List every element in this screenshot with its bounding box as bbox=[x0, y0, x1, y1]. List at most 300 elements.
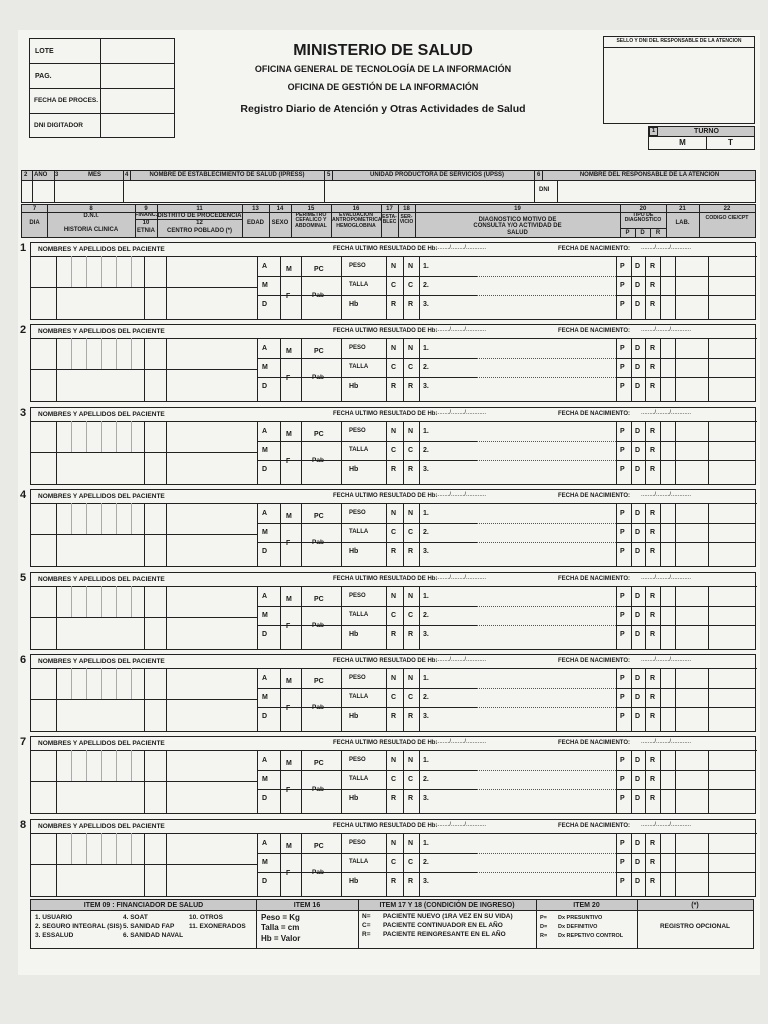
age-unit-m[interactable]: M bbox=[262, 529, 268, 536]
measure-peso: PESO bbox=[349, 510, 366, 516]
hb-date-field[interactable]: ......../......../............ bbox=[436, 739, 487, 745]
diag-type-d[interactable]: D bbox=[635, 795, 641, 802]
patient-number: 4 bbox=[20, 489, 27, 501]
hb-date-field[interactable]: ......../......../............ bbox=[436, 575, 487, 581]
diag-type-r[interactable]: R bbox=[650, 675, 656, 682]
diag-type-d[interactable]: D bbox=[635, 694, 641, 701]
age-unit-m[interactable]: M bbox=[262, 282, 268, 289]
estab-r[interactable]: R bbox=[391, 878, 397, 885]
estab-n[interactable]: N bbox=[391, 510, 397, 517]
diag-type-r[interactable]: R bbox=[650, 713, 656, 720]
pag-label: PAG. bbox=[35, 73, 52, 80]
serv-r[interactable]: R bbox=[408, 301, 414, 308]
turno-num: 1 bbox=[649, 127, 658, 136]
birth-date-label: FECHA DE NACIMIENTO: bbox=[558, 823, 630, 829]
diag-type-p[interactable]: P bbox=[620, 510, 625, 517]
diag-type-d[interactable]: D bbox=[635, 282, 641, 289]
pc-label: PC bbox=[314, 678, 324, 685]
diag-type-r[interactable]: R bbox=[650, 282, 656, 289]
age-unit-a[interactable]: A bbox=[262, 840, 268, 847]
birth-date-label: FECHA DE NACIMIENTO: bbox=[558, 576, 630, 582]
hb-date-field[interactable]: ......../......../............ bbox=[436, 327, 487, 333]
diag-type-p[interactable]: P bbox=[620, 529, 625, 536]
col-diagnostico: DIAGNOSTICO MOTIVO DE CONSULTA Y/O ACTIVIDAD DE SALUD bbox=[473, 217, 562, 236]
estab-r[interactable]: R bbox=[391, 301, 397, 308]
estab-c[interactable]: C bbox=[391, 859, 397, 866]
serv-c[interactable]: C bbox=[408, 694, 414, 701]
measure-peso: PESO bbox=[349, 345, 366, 351]
estab-n[interactable]: N bbox=[391, 757, 397, 764]
sex-f[interactable]: F bbox=[286, 458, 291, 465]
estab-r[interactable]: R bbox=[391, 631, 397, 638]
patient-number: 6 bbox=[20, 654, 27, 666]
sex-m[interactable]: M bbox=[286, 513, 292, 520]
patient-block bbox=[20, 819, 756, 897]
item16-title: ITEM 16 bbox=[293, 902, 321, 909]
diag-type-r[interactable]: R bbox=[650, 840, 656, 847]
diag-type-r[interactable]: R bbox=[650, 548, 656, 555]
patient-name-label: NOMBRES Y APELLIDOS DEL PACIENTE bbox=[38, 823, 165, 830]
age-unit-a[interactable]: A bbox=[262, 263, 268, 270]
serv-n[interactable]: N bbox=[408, 510, 414, 517]
diag-type-p[interactable]: P bbox=[620, 593, 625, 600]
age-unit-a[interactable]: A bbox=[262, 345, 268, 352]
hb-date-label: FECHA ULTIMO RESULTADO DE Hb: bbox=[333, 246, 438, 252]
diag-type-p[interactable]: P bbox=[620, 447, 625, 454]
age-unit-m[interactable]: M bbox=[262, 859, 268, 866]
diag-type-p[interactable]: P bbox=[620, 840, 625, 847]
diag-type-p[interactable]: P bbox=[620, 301, 625, 308]
column-header-row bbox=[21, 204, 756, 238]
col-n17: 17 bbox=[386, 206, 393, 212]
estab-c[interactable]: C bbox=[391, 776, 397, 783]
diagnosis-number: 2. bbox=[423, 447, 429, 454]
col-tipo: TIPO DE DIAGNOSTICO bbox=[624, 212, 662, 224]
serv-c[interactable]: C bbox=[408, 776, 414, 783]
diagnosis-number: 3. bbox=[423, 466, 429, 473]
mes-label: MES bbox=[88, 172, 102, 178]
diagnosis-number: 1. bbox=[423, 428, 429, 435]
diag-type-p[interactable]: P bbox=[620, 694, 625, 701]
diag-type-r[interactable]: R bbox=[650, 631, 656, 638]
pab-label: Pab bbox=[312, 786, 324, 793]
pab-label: Pab bbox=[312, 374, 324, 381]
diag-type-d[interactable]: D bbox=[635, 776, 641, 783]
measure-talla: TALLA bbox=[349, 776, 369, 782]
estab-r[interactable]: R bbox=[391, 548, 397, 555]
measure-talla: TALLA bbox=[349, 447, 369, 453]
birth-date-field[interactable]: ......../......../............ bbox=[641, 575, 692, 581]
diag-type-r[interactable]: R bbox=[650, 364, 656, 371]
stamp-box bbox=[603, 36, 755, 124]
diagnosis-number: 2. bbox=[423, 529, 429, 536]
diag-type-d[interactable]: D bbox=[635, 345, 641, 352]
diag-type-d[interactable]: D bbox=[635, 466, 641, 473]
col-financ: FINANC. bbox=[135, 212, 158, 218]
hb-date-field[interactable]: ......../......../............ bbox=[436, 245, 487, 251]
hb-date-field[interactable]: ......../......../............ bbox=[436, 657, 487, 663]
diag-type-p[interactable]: P bbox=[620, 263, 625, 270]
n6: 6 bbox=[537, 172, 541, 178]
serv-c[interactable]: C bbox=[408, 529, 414, 536]
hb-date-label: FECHA ULTIMO RESULTADO DE Hb: bbox=[333, 823, 438, 829]
estab-n[interactable]: N bbox=[391, 345, 397, 352]
age-unit-a[interactable]: A bbox=[262, 757, 268, 764]
serv-c[interactable]: C bbox=[408, 859, 414, 866]
measure-hb: Hb bbox=[349, 795, 359, 802]
diag-type-r[interactable]: R bbox=[650, 383, 656, 390]
hb-date-label: FECHA ULTIMO RESULTADO DE Hb: bbox=[333, 328, 438, 334]
measure-hb: Hb bbox=[349, 878, 359, 885]
age-unit-d[interactable]: D bbox=[262, 548, 268, 555]
estab-r[interactable]: R bbox=[391, 795, 397, 802]
estab-r[interactable]: R bbox=[391, 713, 397, 720]
n2: 2 bbox=[24, 172, 28, 178]
measure-hb: Hb bbox=[349, 631, 359, 638]
turno-label: TURNO bbox=[694, 128, 719, 135]
turno-t[interactable]: T bbox=[728, 138, 733, 147]
estab-c[interactable]: C bbox=[391, 364, 397, 371]
col-n13: 13 bbox=[252, 206, 259, 212]
sex-f[interactable]: F bbox=[286, 870, 291, 877]
col-evaluacion: EVALUACION ANTROPOMETRICA HEMOGLOBINA bbox=[332, 212, 382, 229]
birth-date-field[interactable]: ......../......../............ bbox=[641, 822, 692, 828]
age-unit-a[interactable]: A bbox=[262, 593, 268, 600]
diag-type-p[interactable]: P bbox=[620, 878, 625, 885]
diag-type-p[interactable]: P bbox=[620, 364, 625, 371]
age-unit-a[interactable]: A bbox=[262, 510, 268, 517]
diag-type-d[interactable]: D bbox=[635, 859, 641, 866]
diagnosis-number: 3. bbox=[423, 878, 429, 885]
patient-number: 1 bbox=[20, 242, 27, 254]
estab-n[interactable]: N bbox=[391, 428, 397, 435]
n5: 5 bbox=[327, 172, 331, 178]
diag-type-p[interactable]: P bbox=[620, 548, 625, 555]
measure-talla: TALLA bbox=[349, 364, 369, 370]
measure-talla: TALLA bbox=[349, 529, 369, 535]
patient-name-label: NOMBRES Y APELLIDOS DEL PACIENTE bbox=[38, 740, 165, 747]
item09-col3: 10. OTROS 11. EXONERADOS bbox=[189, 914, 246, 930]
measure-hb: Hb bbox=[349, 383, 359, 390]
n4: 4 bbox=[125, 172, 129, 178]
diagnosis-number: 3. bbox=[423, 548, 429, 555]
diag-type-d[interactable]: D bbox=[635, 713, 641, 720]
diag-type-r[interactable]: R bbox=[650, 529, 656, 536]
age-unit-d[interactable]: D bbox=[262, 301, 268, 308]
sex-m[interactable]: M bbox=[286, 760, 292, 767]
diagnosis-number: 3. bbox=[423, 795, 429, 802]
diag-type-p[interactable]: P bbox=[620, 282, 625, 289]
serv-r[interactable]: R bbox=[408, 466, 414, 473]
diag-type-r[interactable]: R bbox=[650, 345, 656, 352]
birth-date-field[interactable]: ......../......../............ bbox=[641, 327, 692, 333]
estab-r[interactable]: R bbox=[391, 466, 397, 473]
birth-date-field[interactable]: ......../......../............ bbox=[641, 492, 692, 498]
measure-hb: Hb bbox=[349, 301, 359, 308]
col-distrito: DISTRITO DE PROCEDENCIA bbox=[157, 213, 242, 219]
diag-type-d[interactable]: D bbox=[635, 529, 641, 536]
estab-c[interactable]: C bbox=[391, 529, 397, 536]
diag-type-d[interactable]: D bbox=[635, 301, 641, 308]
col-centro: CENTRO POBLADO (*) bbox=[167, 228, 232, 234]
estab-n[interactable]: N bbox=[391, 593, 397, 600]
age-unit-a[interactable]: A bbox=[262, 675, 268, 682]
serv-c[interactable]: C bbox=[408, 364, 414, 371]
measure-peso: PESO bbox=[349, 593, 366, 599]
patient-block bbox=[20, 489, 756, 567]
sex-m[interactable]: M bbox=[286, 678, 292, 685]
diagnosis-number: 1. bbox=[423, 510, 429, 517]
sex-m[interactable]: M bbox=[286, 596, 292, 603]
birth-date-label: FECHA DE NACIMIENTO: bbox=[558, 328, 630, 334]
patient-name-label: NOMBRES Y APELLIDOS DEL PACIENTE bbox=[38, 493, 165, 500]
diag-type-d[interactable]: D bbox=[635, 364, 641, 371]
diag-type-p[interactable]: P bbox=[620, 713, 625, 720]
serv-r[interactable]: R bbox=[408, 383, 414, 390]
pab-label: Pab bbox=[312, 539, 324, 546]
birth-date-field[interactable]: ......../......../............ bbox=[641, 410, 692, 416]
diag-type-d[interactable]: D bbox=[635, 428, 641, 435]
diag-type-p[interactable]: P bbox=[620, 345, 625, 352]
serv-n[interactable]: N bbox=[408, 840, 414, 847]
diag-type-d[interactable]: D bbox=[635, 757, 641, 764]
diag-type-p[interactable]: P bbox=[620, 859, 625, 866]
diag-type-r[interactable]: R bbox=[650, 612, 656, 619]
birth-date-field[interactable]: ......../......../............ bbox=[641, 739, 692, 745]
pab-label: Pab bbox=[312, 457, 324, 464]
estab-c[interactable]: C bbox=[391, 694, 397, 701]
age-unit-d[interactable]: D bbox=[262, 631, 268, 638]
hb-date-label: FECHA ULTIMO RESULTADO DE Hb: bbox=[333, 493, 438, 499]
item09-title: ITEM 09 : FINANCIADOR DE SALUD bbox=[83, 902, 204, 909]
col-d: D bbox=[640, 230, 645, 236]
pab-label: Pab bbox=[312, 704, 324, 711]
diag-type-d[interactable]: D bbox=[635, 263, 641, 270]
star-title: (*) bbox=[691, 902, 699, 909]
diag-type-p[interactable]: P bbox=[620, 776, 625, 783]
diag-type-d[interactable]: D bbox=[635, 383, 641, 390]
hb-date-field[interactable]: ......../......../............ bbox=[436, 822, 487, 828]
diag-type-r[interactable]: R bbox=[650, 757, 656, 764]
office-2: OFICINA DE GESTIÓN DE LA INFORMACIÓN bbox=[287, 82, 479, 92]
item1718-lines: PACIENTE NUEVO (1RA VEZ EN SU VIDA) PACIENTE CONTINUADOR EN EL AÑO PACIENTE REINGRESANTE EN EL AÑO bbox=[383, 913, 513, 938]
diag-type-d[interactable]: D bbox=[635, 675, 641, 682]
serv-n[interactable]: N bbox=[408, 675, 414, 682]
diagnosis-number: 3. bbox=[423, 383, 429, 390]
estab-n[interactable]: N bbox=[391, 840, 397, 847]
col-n12: 12 bbox=[196, 220, 203, 226]
diag-type-d[interactable]: D bbox=[635, 878, 641, 885]
turno-box bbox=[648, 126, 755, 150]
age-unit-d[interactable]: D bbox=[262, 383, 268, 390]
diag-type-d[interactable]: D bbox=[635, 840, 641, 847]
diagnosis-number: 3. bbox=[423, 713, 429, 720]
serv-n[interactable]: N bbox=[408, 345, 414, 352]
diagnosis-number: 2. bbox=[423, 694, 429, 701]
diag-type-r[interactable]: R bbox=[650, 428, 656, 435]
sex-m[interactable]: M bbox=[286, 266, 292, 273]
patient-block bbox=[20, 407, 756, 485]
serv-c[interactable]: C bbox=[408, 447, 414, 454]
diagnosis-number: 2. bbox=[423, 859, 429, 866]
diag-type-p[interactable]: P bbox=[620, 675, 625, 682]
item09-col1: 1. USUARIO 2. SEGURO INTEGRAL (SIS) 3. ESSALUD bbox=[35, 914, 122, 939]
anio-label: AÑO bbox=[34, 172, 48, 178]
diag-type-p[interactable]: P bbox=[620, 757, 625, 764]
ups-label: UNIDAD PRODUCTORA DE SERVICIOS (UPSS) bbox=[370, 172, 504, 178]
sex-f[interactable]: F bbox=[286, 293, 291, 300]
patient-block bbox=[20, 736, 756, 814]
age-unit-d[interactable]: D bbox=[262, 466, 268, 473]
diag-type-d[interactable]: D bbox=[635, 447, 641, 454]
birth-date-field[interactable]: ......../......../............ bbox=[641, 245, 692, 251]
diag-type-r[interactable]: R bbox=[650, 466, 656, 473]
patient-name-label: NOMBRES Y APELLIDOS DEL PACIENTE bbox=[38, 411, 165, 418]
col-n16: 16 bbox=[352, 206, 360, 212]
sex-m[interactable]: M bbox=[286, 348, 292, 355]
birth-date-label: FECHA DE NACIMIENTO: bbox=[558, 740, 630, 746]
col-n19: 19 bbox=[514, 206, 521, 212]
diag-type-r[interactable]: R bbox=[650, 878, 656, 885]
age-unit-d[interactable]: D bbox=[262, 713, 268, 720]
dni-label: DNI bbox=[539, 187, 550, 193]
diagnosis-number: 2. bbox=[423, 776, 429, 783]
footer-legend bbox=[30, 899, 754, 949]
hb-date-label: FECHA ULTIMO RESULTADO DE Hb: bbox=[333, 411, 438, 417]
col-n18: 18 bbox=[403, 206, 410, 212]
col-estab: ESTA-BLEC bbox=[382, 214, 397, 226]
age-unit-m[interactable]: M bbox=[262, 447, 268, 454]
diag-type-d[interactable]: D bbox=[635, 548, 641, 555]
diag-type-d[interactable]: D bbox=[635, 612, 641, 619]
col-n21: 21 bbox=[679, 206, 686, 212]
item20-title: ITEM 20 bbox=[573, 902, 600, 909]
pab-label: Pab bbox=[312, 869, 324, 876]
col-n22: 22 bbox=[723, 206, 731, 212]
diag-type-r[interactable]: R bbox=[650, 263, 656, 270]
diag-type-p[interactable]: P bbox=[620, 612, 625, 619]
sex-f[interactable]: F bbox=[286, 623, 291, 630]
pc-label: PC bbox=[314, 760, 324, 767]
age-unit-d[interactable]: D bbox=[262, 795, 268, 802]
col-n10: 10 bbox=[142, 220, 150, 226]
page-title: MINISTERIO DE SALUD bbox=[293, 42, 473, 59]
serv-c[interactable]: C bbox=[408, 282, 414, 289]
diag-type-p[interactable]: P bbox=[620, 428, 625, 435]
turno-m[interactable]: M bbox=[679, 138, 686, 147]
diag-type-p[interactable]: P bbox=[620, 466, 625, 473]
patient-name-label: NOMBRES Y APELLIDOS DEL PACIENTE bbox=[38, 328, 165, 335]
serv-n[interactable]: N bbox=[408, 428, 414, 435]
measure-hb: Hb bbox=[349, 466, 359, 473]
item20-keys: P= D= R= bbox=[540, 915, 548, 939]
serv-c[interactable]: C bbox=[408, 612, 414, 619]
sex-f[interactable]: F bbox=[286, 705, 291, 712]
estab-r[interactable]: R bbox=[391, 383, 397, 390]
diagnosis-number: 2. bbox=[423, 282, 429, 289]
hb-date-field[interactable]: ......../......../............ bbox=[436, 410, 487, 416]
diag-type-d[interactable]: D bbox=[635, 631, 641, 638]
diag-type-p[interactable]: P bbox=[620, 631, 625, 638]
diag-type-p[interactable]: P bbox=[620, 383, 625, 390]
measure-talla: TALLA bbox=[349, 282, 369, 288]
estab-n[interactable]: N bbox=[391, 675, 397, 682]
birth-date-label: FECHA DE NACIMIENTO: bbox=[558, 246, 630, 252]
diag-type-r[interactable]: R bbox=[650, 510, 656, 517]
serv-r[interactable]: R bbox=[408, 795, 414, 802]
age-unit-m[interactable]: M bbox=[262, 776, 268, 783]
diag-type-r[interactable]: R bbox=[650, 301, 656, 308]
item1718-title: ITEM 17 Y 18 (CONDICIÓN DE INGRESO) bbox=[379, 902, 515, 909]
age-unit-d[interactable]: D bbox=[262, 878, 268, 885]
patient-block bbox=[20, 324, 756, 402]
col-n20: 20 bbox=[639, 206, 647, 212]
measure-talla: TALLA bbox=[349, 859, 369, 865]
estab-n[interactable]: N bbox=[391, 263, 397, 270]
diagnosis-number: 3. bbox=[423, 631, 429, 638]
sex-f[interactable]: F bbox=[286, 787, 291, 794]
diag-type-r[interactable]: R bbox=[650, 795, 656, 802]
item1718-keys: N= C= R= bbox=[362, 913, 371, 938]
pc-label: PC bbox=[314, 431, 324, 438]
estab-c[interactable]: C bbox=[391, 612, 397, 619]
birth-date-label: FECHA DE NACIMIENTO: bbox=[558, 493, 630, 499]
serv-r[interactable]: R bbox=[408, 631, 414, 638]
estab-c[interactable]: C bbox=[391, 282, 397, 289]
serv-r[interactable]: R bbox=[408, 878, 414, 885]
col-etnia: ETNIA bbox=[137, 228, 155, 234]
diag-type-r[interactable]: R bbox=[650, 776, 656, 783]
age-unit-a[interactable]: A bbox=[262, 428, 268, 435]
diag-type-r[interactable]: R bbox=[650, 859, 656, 866]
patient-name-label: NOMBRES Y APELLIDOS DEL PACIENTE bbox=[38, 576, 165, 583]
col-perimetro: PERIMETRO CEFALICO Y ABDOMINAL bbox=[295, 212, 327, 229]
col-lab: LAB. bbox=[675, 220, 690, 226]
measure-peso: PESO bbox=[349, 675, 366, 681]
diag-type-d[interactable]: D bbox=[635, 593, 641, 600]
estab-c[interactable]: C bbox=[391, 447, 397, 454]
sex-f[interactable]: F bbox=[286, 540, 291, 547]
measure-hb: Hb bbox=[349, 548, 359, 555]
age-unit-m[interactable]: M bbox=[262, 694, 268, 701]
serv-n[interactable]: N bbox=[408, 263, 414, 270]
hb-date-field[interactable]: ......../......../............ bbox=[436, 492, 487, 498]
patient-number: 7 bbox=[20, 736, 27, 748]
age-unit-m[interactable]: M bbox=[262, 612, 268, 619]
serv-n[interactable]: N bbox=[408, 757, 414, 764]
birth-date-field[interactable]: ......../......../............ bbox=[641, 657, 692, 663]
establecimiento-label: NOMBRE DE ESTABLECIMIENTO DE SALUD (IPRESS) bbox=[149, 172, 305, 178]
patient-number: 5 bbox=[20, 572, 27, 584]
serv-r[interactable]: R bbox=[408, 713, 414, 720]
measure-hb: Hb bbox=[349, 713, 359, 720]
age-unit-m[interactable]: M bbox=[262, 364, 268, 371]
patient-number: 8 bbox=[20, 819, 27, 831]
sex-m[interactable]: M bbox=[286, 843, 292, 850]
diag-type-r[interactable]: R bbox=[650, 593, 656, 600]
diag-type-d[interactable]: D bbox=[635, 510, 641, 517]
serv-r[interactable]: R bbox=[408, 548, 414, 555]
sex-f[interactable]: F bbox=[286, 375, 291, 382]
serv-n[interactable]: N bbox=[408, 593, 414, 600]
diag-type-p[interactable]: P bbox=[620, 795, 625, 802]
diag-type-r[interactable]: R bbox=[650, 694, 656, 701]
col-n14: 14 bbox=[276, 206, 284, 212]
patient-number: 2 bbox=[20, 324, 27, 336]
sex-m[interactable]: M bbox=[286, 431, 292, 438]
diag-type-r[interactable]: R bbox=[650, 447, 656, 454]
responsable-label: NOMBRE DEL RESPONSABLE DE LA ATENCION bbox=[579, 172, 720, 178]
